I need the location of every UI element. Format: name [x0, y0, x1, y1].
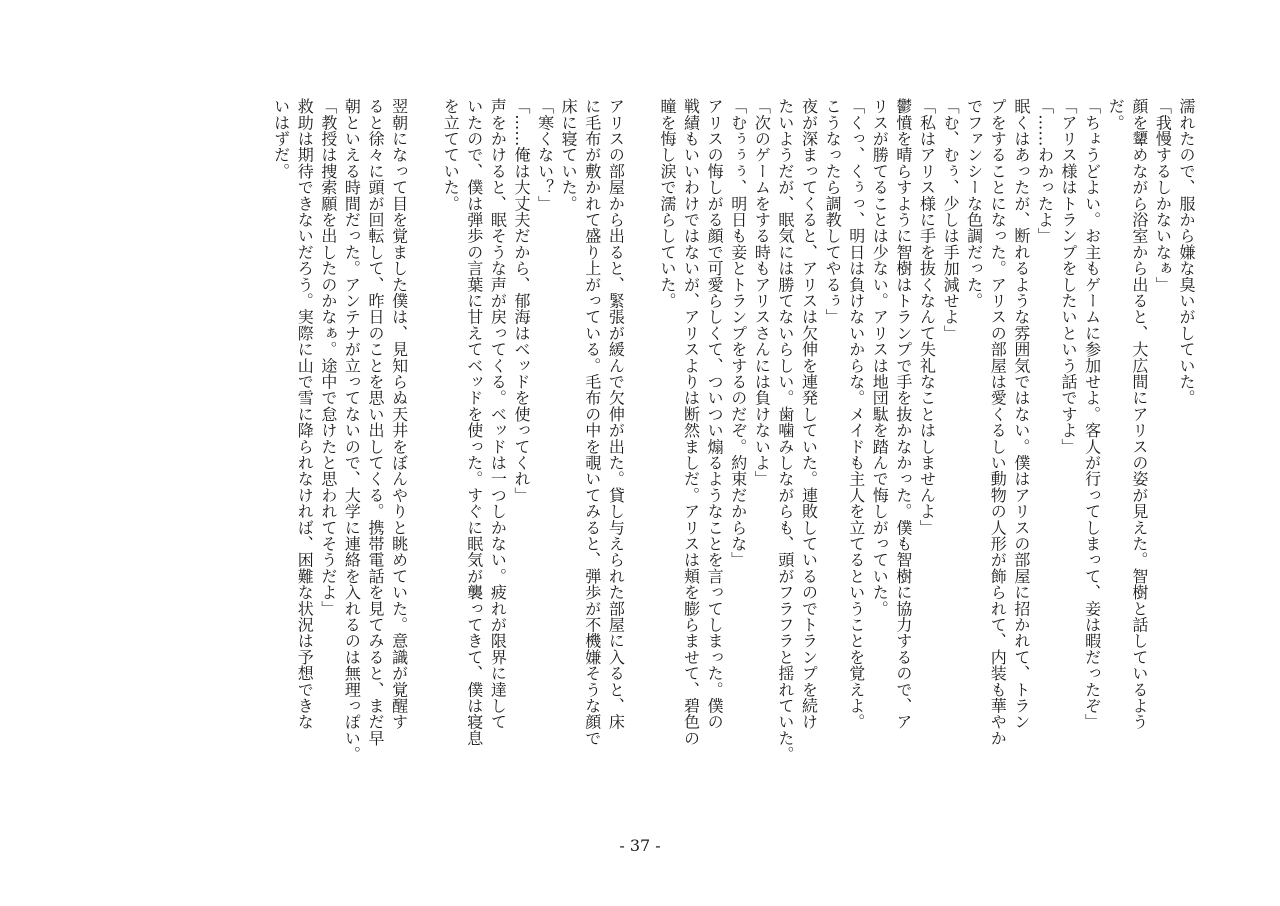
text-line: 声をかけると、眠そうな声が戻ってくる。ベッドは一つしかない。疲れが限界に達して: [488, 98, 508, 730]
text-line: 瞳を悔し涙で濡らしていた。: [657, 98, 677, 309]
text-line: アリスの部屋から出ると、緊張が緩んで欠伸が出た。貸し与えられた部屋に入ると、床: [606, 98, 626, 730]
text-line: こうなったら調教してやるぅ」: [823, 98, 843, 325]
text-line: 「アリス様はトランプをしたいという話ですよ」: [1059, 98, 1079, 455]
text-line: 顔を顰めながら浴室から出ると、大広間にアリスの姿が見えた。智樹と話しているよう: [1129, 98, 1149, 730]
text-line: 濡れたので、服から嫌な臭いがしていた。: [1177, 98, 1196, 406]
text-line: 「むぅぅぅ、明日も妾とトランプをするのだぞ。約束だからな」: [728, 98, 748, 568]
vertical-text-body: [98, 98, 1198, 798]
text-line: いはずだ。: [271, 98, 291, 179]
text-line: 「我慢するしかないなぁ」: [1153, 98, 1173, 293]
page-number: - 37 -: [619, 836, 661, 855]
text-line: リスが勝てることは少ない。アリスは地団駄を踏んで悔しがっていた。: [870, 98, 890, 617]
text-line: 救助は期待できないだろう。実際に山で雪に降られなければ、困難な状況は予想できな: [295, 98, 315, 730]
text-line: を立てていた。: [441, 98, 461, 212]
text-line: アリスの悔しがる顔で可愛らしくて、ついつい煽るようなことを言ってしまった。僕の: [705, 98, 725, 730]
text-line: 「む、むぅ、少しは手加減せよ」: [941, 98, 961, 341]
text-line: 夜が深まってくると、アリスは欠伸を連発していた。連敗しているのでトランプを続け: [799, 98, 819, 730]
text-line: いたので、僕は弾歩の言葉に甘えてベッドを使った。すぐに眠気が襲ってきて、僕は寝息: [464, 98, 484, 746]
section-gap: [411, 98, 439, 798]
text-line: 「次のゲームをする時もアリスさんには負けないよ」: [752, 98, 772, 487]
text-line: 「……俺は大丈夫だから、郁海はベッドを使ってくれ」: [511, 98, 531, 503]
text-line: 戦績もいいわけではないが、アリスよりは断然ましだ。アリスは頬を膨らませて、碧色の: [681, 98, 701, 746]
text-line: 「……わかったよ」: [1035, 98, 1055, 244]
text-line: 朝といえる時間だった。アンテナが立ってないので、大学に連絡を入れるのは無理っぽい。: [342, 98, 362, 763]
text-line: だ。: [1106, 98, 1126, 131]
text-line: たいようだが、眠気には勝てないらしい。歯噛みしながらも、頭がフラフラと揺れていた。: [775, 98, 795, 763]
text-line: 「寒くない？」: [535, 98, 555, 212]
text-line: プをすることになった。アリスの部屋は愛くるしい動物の人形が飾られて、内装も華やか: [988, 98, 1008, 746]
text-line: 翌朝になって目を覚ました僕は、見知らぬ天井をぼんやりと眺めていた。意識が覚醒す: [389, 98, 409, 730]
text-line: 「くっ、くぅっ、明日は負けないからな。メイドも主人を立てるということを覚えよ。: [846, 98, 866, 730]
text-line: 眠くはあったが、断れるような雰囲気ではない。僕はアリスの部屋に招かれて、トラン: [1011, 98, 1031, 730]
section-gap: [627, 98, 655, 798]
text-line: 「ちょうどよい。お主もゲームに参加せよ。客人が行ってしまって、妾は暇だったぞ」: [1082, 98, 1102, 730]
text-line: 床に寝ていた。: [559, 98, 579, 212]
text-line: でファンシーな色調だった。: [964, 98, 984, 309]
text-line: 鬱憤を晴らすように智樹はトランプで手を抜かなかった。僕も智樹に協力するので、ア: [893, 98, 913, 730]
text-line: 「教授は捜索願を出したのかなぁ。途中で怠けたと思われてそうだよ」: [318, 98, 338, 617]
text-line: ると徐々に頭が回転して、昨日のことを思い出してくる。携帯電話を見てみると、まだ早: [366, 98, 385, 746]
text-line: に毛布が敷かれて盛り上がっている。毛布の中を覗いてみると、弾歩が不機嫌そうな顔で: [582, 98, 602, 746]
text-line: 「私はアリス様に手を抜くなんて失礼なことはしませんよ」: [917, 98, 937, 536]
